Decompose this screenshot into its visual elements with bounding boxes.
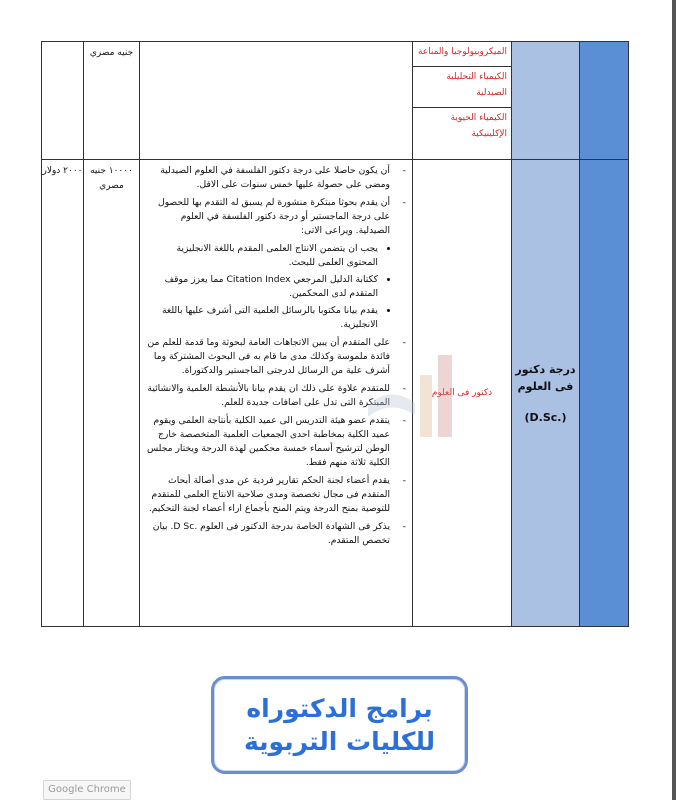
watermark-logo-icon [360,345,460,445]
fee-usd-cell [42,160,84,627]
requirement-item: - للمتقدم علاوة على ذلك ان يقدم بيانا بالأنشطة العلمية والانشائية المبتكرة التى تدل على اضافات جديدة للعلم. [144,382,406,410]
requirement-bullets [144,242,406,332]
requirement-item: - أن يقدم بحوثا مبتكرة منشورة لم يسبق له التقدم بها للحصول على درجة الماجستير أو درجة دكتور الفلسفة في العلوم الصيدلية. ويراعى الاتى: [144,196,406,238]
degree-table [41,41,629,627]
requirement-item: - يذكر فى الشهادة الخاصة بدرجة الدكتور فى العلوم .D Sc. بيان تخصص المتقدم. [144,520,406,548]
degree-title-cell [512,160,580,627]
light-column-cell [512,42,580,160]
table-row [42,160,629,627]
requirements-cell [140,42,413,160]
bullet-item: • يقدم بيانا مكتوبا بالرسائل العلمية التى أشرف عليها باللغة الانجليزية. [144,304,378,332]
requirement-item: - أن يكون حاصلا على درجة دكتور الفلسفة في العلوم الصيدلية ومضى على حصولة عليها خمس سنوات على الاقل. [144,164,406,192]
banner-line-1: برامج الدكتوراه [246,694,433,723]
requirement-item: - يتقدم عضو هيئة التدريس الى عميد الكلية بأنتاجة العلمى ويقوم عميد الكلية بمخاطبة احدى الجمعيات العلمية المتخصصة خارج الوطن لترشيح أسماء خمسة محكمين لهذة الدرجة ويختار مجلس الكلية ثلاثة منهم فقط. [144,414,406,470]
dark-column-cell [580,42,629,160]
fee-egp-cell [84,160,140,627]
fee-egp-cell [84,42,140,160]
fee-egp: ١٠٠٠٠ جنيه مصري [90,166,133,191]
banner-line-2: للكليات التربوية [243,727,436,756]
page-right-edge [672,0,676,800]
specialization-item: الميكروبيولوجيا والمناعة [413,42,511,67]
fee-usd: ٢٠٠٠ دولار [42,166,83,176]
bullet-item: • يجب ان يتضمن الانتاج العلمى المقدم باللغة الانجليزية المحتوى العلمى للبحث. [144,242,378,270]
browser-label: Google Chrome [43,780,131,800]
table-row [42,42,629,160]
requirement-item: - على المتقدم أن يبين الاتجاهات العامة لبحوثة وما قدمة للعلم من فائدة ملموسة وكذلك مدى ما قام به فى البحوث المشتركة وما أشرف علية من الرسائل لدرجتى الماجستير والدكتوراة. [144,336,406,378]
programs-banner [211,676,468,774]
bullet-item: • ككتابة الدليل المرجعي Citation Index مما يعزز موقف المتقدم لدى المحكمين. [144,273,378,301]
fee-usd-cell [42,42,84,160]
specialization-item: الكيمياء التحليلية الصيدلية [413,67,511,108]
dark-column-cell [580,160,629,627]
degree-title: درجة دكتور فى العلوم [515,362,576,393]
specialization-item: الكيمياء الحيوية الإكلينيكية [450,113,507,139]
currency-label: جنيه مصري [89,48,134,58]
requirement-item: - يقدم أعضاء لجنة الحكم تقارير فردية عن مدى أصالة أبحاث المتقدم فى مجال تخصصة ومدى صلاحية الانتاج العلمى للمتقدم للتوصية بمنح الدرجة ويتم المنح بأجماع اراء أعضاء لجنة التحكيم. [144,474,406,516]
specializations-cell [413,42,512,160]
degree-arabic: دكتور فى العلوم [431,388,493,398]
degree-abbr: (D.Sc.) [524,410,567,424]
